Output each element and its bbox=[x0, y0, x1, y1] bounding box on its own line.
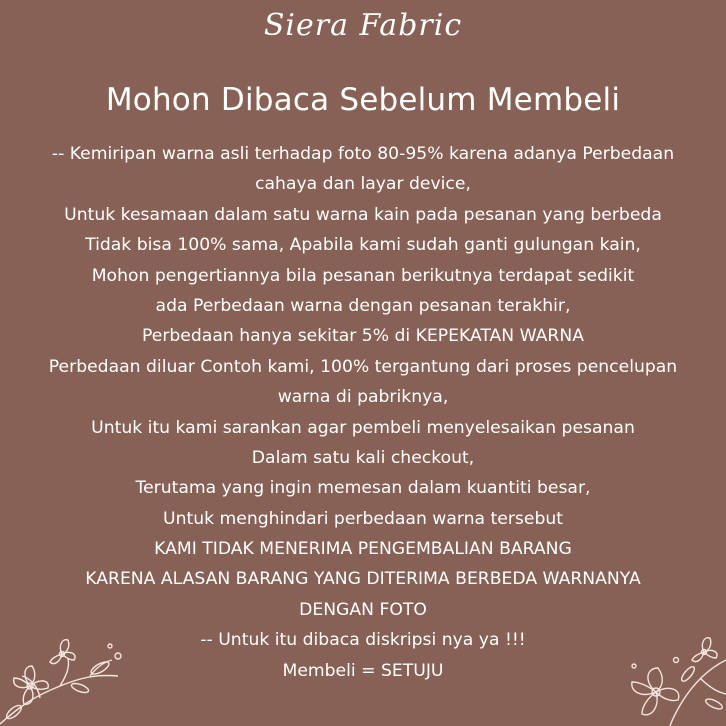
notice-line: ada Perbedaan warna dengan pesanan terakhir, bbox=[155, 295, 571, 316]
notice-line: Untuk kesamaan dalam satu warna kain pada pesanan yang berbeda bbox=[64, 204, 662, 225]
notice-line: -- Untuk itu dibaca diskripsi nya ya !!! bbox=[200, 630, 526, 651]
notice-line: KARENA ALASAN BARANG YANG DITERIMA BERBEDA WARNANYA bbox=[85, 569, 641, 590]
notice-line: Membeli = SETUJU bbox=[282, 660, 444, 681]
page-title: Mohon Dibaca Sebelum Membeli bbox=[105, 82, 621, 118]
notice-line: Dalam satu kali checkout, bbox=[251, 447, 475, 468]
notice-line: Terutama yang ingin memesan dalam kuantiti besar, bbox=[135, 478, 591, 499]
notice-line: Perbedaan diluar Contoh kami, 100% tergantung dari proses pencelupan bbox=[48, 356, 678, 377]
notice-line: KAMI TIDAK MENERIMA PENGEMBALIAN BARANG bbox=[154, 539, 572, 560]
notice-line: Tidak bisa 100% sama, Apabila kami sudah ganti gulungan kain, bbox=[85, 235, 641, 256]
brand-logo-text: Siera Fabric bbox=[263, 8, 463, 43]
notice-line: Mohon pengertiannya bila pesanan berikutnya terdapat sedikit bbox=[91, 265, 635, 286]
notice-line: DENGAN FOTO bbox=[299, 599, 427, 620]
floral-sketch-left-icon bbox=[0, 616, 130, 726]
floral-sketch-right-icon bbox=[616, 630, 726, 726]
notice-line: -- Kemiripan warna asli terhadap foto 80-95% karena adanya Perbedaan bbox=[51, 144, 675, 164]
notice-line: Untuk menghindari perbedaan warna tersebut bbox=[162, 508, 563, 529]
notice-line: warna di pabriknya, bbox=[277, 387, 449, 408]
notice-line: cahaya dan layar device, bbox=[255, 174, 471, 195]
notice-body bbox=[0, 139, 726, 686]
notice-line: Perbedaan hanya sekitar 5% di KEPEKATAN WARNA bbox=[142, 326, 584, 347]
notice-line: Untuk itu kami sarankan agar pembeli menyelesaikan pesanan bbox=[91, 417, 635, 438]
